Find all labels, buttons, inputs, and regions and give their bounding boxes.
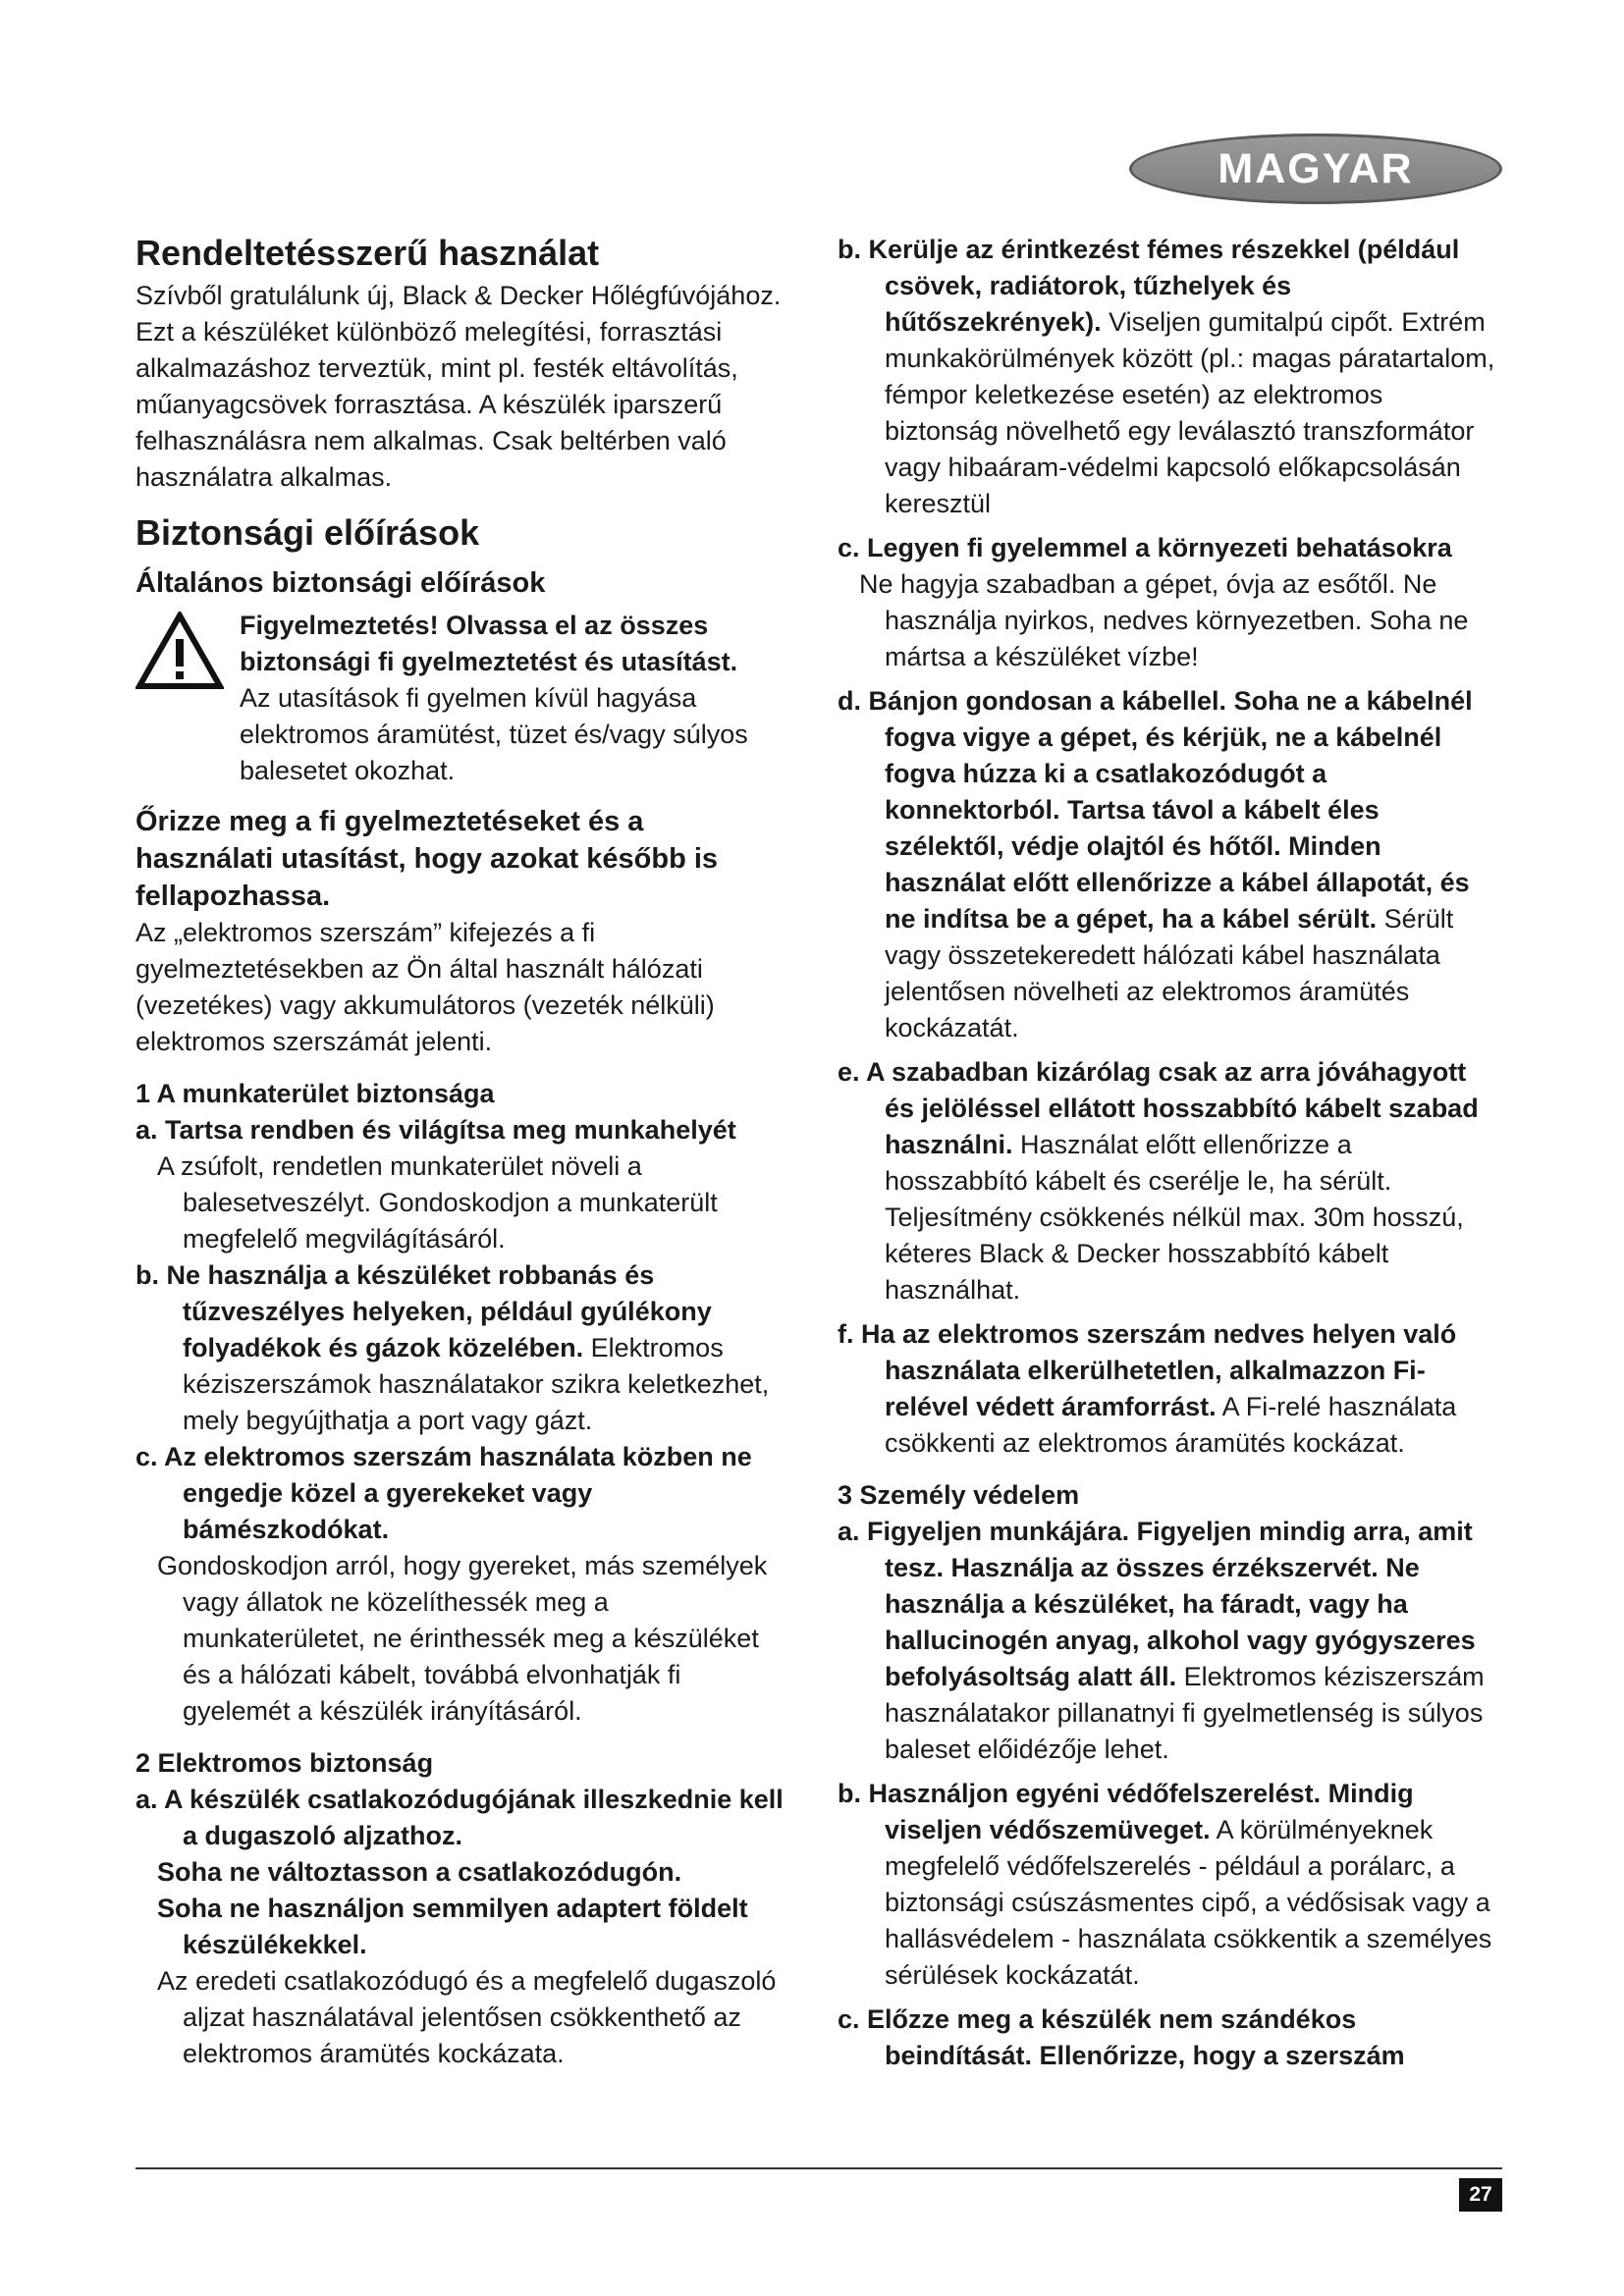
keep-instructions-text: Az „elektromos szerszám” kifejezés a fi gyelmeztetésekben az Ön által használt hálózati (vezetékes) vagy akkumulátoros (vezeték nélküli) elektromos szerszámát jelenti. — [135, 918, 715, 1056]
item-2b — [838, 232, 1495, 522]
item-2b-bold: b. Kerülje az érintkezést fémes részekkel (például csövek, radiátorok, tűzhelyek és hűtőszekrények). — [838, 235, 1460, 337]
left-column — [135, 232, 784, 2072]
language-label: MAGYAR — [1218, 144, 1414, 192]
item-1c-text: Gondoskodjon arról, hogy gyereket, más személyek vagy állatok ne közelíthessék meg a munkaterületet, ne érinthessék meg a készüléket és a hálózati kábelt, továbbá elvonhatják fi gyelemét a készülék irányításáról. — [157, 1551, 768, 1726]
item-2a-bold: a. A készülék csatlakozódugójának illeszkednie kell a dugaszoló aljzathoz. — [135, 1785, 784, 1850]
item-3a-text: Elektromos kéziszerszám használatakor pillanatnyi fi gyelmetlenség is súlyos baleset előidézője lehet. — [885, 1662, 1485, 1764]
warning-text: Az utasítások fi gyelmen kívül hagyása elektromos áramütést, tüzet és/vagy súlyos balesetet okozhat. — [240, 683, 748, 785]
section-3-title: 3 Személy védelem — [838, 1480, 1080, 1510]
item-2f — [838, 1316, 1495, 1462]
item-2b-text: Viseljen gumitalpú cipőt. Extrém munkakörülmények között (pl.: magas páratartalom, fémpor keletkezése esetén) az elektromos biztonság növelhető egy leválasztó transzformátor vagy hibaáram-védelmi kapcsoló előkapcsolásán keresztül — [885, 307, 1495, 518]
right-column — [838, 232, 1495, 2074]
section-2-title: 2 Elektromos biztonság — [135, 1748, 434, 1778]
item-2a-bold-2: Soha ne változtasson a csatlakozódugón. — [157, 1857, 682, 1887]
item-1b-bold: b. Ne használja a készüléket robbanás és tűzveszélyes helyeken, például gyúlékony folyadékok és gázok közelében. — [135, 1260, 712, 1362]
item-1b-text: Elektromos kéziszerszámok használatakor szikra keletkezhet, mely begyújthatja a port vagy gázt. — [183, 1333, 770, 1435]
item-2e — [838, 1054, 1495, 1308]
item-2d — [838, 683, 1495, 1046]
item-2d-text: Sérült vagy összetekeredett hálózati kábel használata jelentősen növelheti az elektromos áramütés kockázatát. — [885, 904, 1454, 1042]
item-2a-bold-3: Soha ne használjon semmilyen adaptert földelt készülékekkel. — [157, 1894, 748, 1959]
heading-safety: Biztonsági előírások — [135, 512, 480, 553]
heading-general-safety: Általános biztonsági előírások — [135, 567, 546, 599]
item-3b — [838, 1776, 1495, 1994]
item-3c-bold: c. Előzze meg a készülék nem szándékos beindítását. Ellenőrizze, hogy a szerszám — [838, 2004, 1405, 2070]
heading-intended-use: Rendeltetésszerű használat — [135, 233, 600, 273]
warning-triangle-icon — [135, 612, 224, 690]
item-1c-bold: c. Az elektromos szerszám használata közben ne engedje közel a gyerekeket vagy bámészkodókat. — [135, 1442, 752, 1544]
section-1-title: 1 A munkaterület biztonsága — [135, 1079, 495, 1108]
language-badge — [1129, 133, 1502, 204]
keep-instructions-bold: Őrizze meg a fi gyelmeztetéseket és a használati utasítást, hogy azokat később is fellapozhassa. — [135, 806, 719, 912]
item-2e-text: Használat előtt ellenőrizze a hosszabbító kábelt és cserélje le, ha sérült. Teljesítmény csökkenés nélkül max. 30m hosszú, kéteres Black & Decker hosszabbító kábelt használhat. — [885, 1130, 1464, 1305]
footer-rule — [135, 2167, 1502, 2169]
item-2f-bold: f. Ha az elektromos szerszám nedves helyen való használata elkerülhetetlen, alkalmazzon Fi-relével védett áramforrást. — [838, 1319, 1457, 1421]
item-3b-bold: b. Használjon egyéni védőfelszerelést. Mindig viseljen védőszemüveget. — [838, 1779, 1414, 1844]
page-number: 27 — [1459, 2178, 1502, 2212]
item-1a-bold: a. Tartsa rendben és világítsa meg munkahelyét — [135, 1115, 736, 1145]
warning-bold: Figyelmeztetés! Olvassa el az összes biztonsági fi gyelmeztetést és utasítást. — [240, 611, 738, 676]
item-1a-text: A zsúfolt, rendetlen munkaterület növeli a balesetveszélyt. Gondoskodjon a munkaterült megfelelő megvilágításáról. — [157, 1151, 718, 1254]
item-3b-text: A körülményeknek megfelelő védőfelszerelés - például a porálarc, a biztonsági csúszásmentes cipő, a védősisak vagy a hallásvédelem - használata csökkentik a személyes sérülések kockázatát. — [885, 1815, 1492, 1990]
item-2c-bold: c. Legyen fi gyelemmel a környezeti behatásokra — [838, 533, 1452, 562]
item-3a — [838, 1514, 1495, 1768]
item-2f-text: A Fi-relé használata csökkenti az elektromos áramütés kockázat. — [885, 1392, 1457, 1458]
item-2e-bold: e. A szabadban kizárólag csak az arra jóváhagyott és jelöléssel ellátott hosszabbító kábelt szabad használni. — [838, 1057, 1479, 1159]
item-1b — [135, 1257, 784, 1439]
item-2d-bold: d. Bánjon gondosan a kábellel. Soha ne a kábelnél fogva vigye a gépet, és kérjük, ne a kábelnél fogva húzza ki a csatlakozódugót a konnektorból. Tartsa távol a kábelt éles szélektől, védje olajtól és hőtől. Minden használat előtt ellenőrizze a kábel állapotát, és ne indítsa be a gépet, ha a kábel sérült. — [838, 686, 1473, 934]
intended-use-text: Szívből gratulálunk új, Black & Decker Hőlégfúvójához. Ezt a készüléket különböző melegítési, forrasztási alkalmazáshoz terveztük, mint pl. festék eltávolítás, műanyagcsövek forrasztása. A készülék iparszerű felhasználásra nem alkalmas. Csak beltérben való használatra alkalmas. — [135, 281, 782, 492]
item-2a-text: Az eredeti csatlakozódugó és a megfelelő dugaszoló aljzat használatával jelentősen csökkenthető az elektromos áramütés kockázata. — [157, 1966, 777, 2068]
warning-block — [135, 608, 784, 789]
item-2c-text: Ne hagyja szabadban a gépet, óvja az esőtől. Ne használja nyirkos, nedves környezetben. Soha ne mártsa a készüléket vízbe! — [859, 569, 1469, 671]
item-3a-bold: a. Figyeljen munkájára. Figyeljen mindig arra, amit tesz. Használja az összes érzékszervét. Ne használja a készüléket, ha fáradt, vagy ha hallucinogén anyag, alkohol vagy gyógyszeres befolyásoltság alatt áll. — [838, 1517, 1476, 1691]
